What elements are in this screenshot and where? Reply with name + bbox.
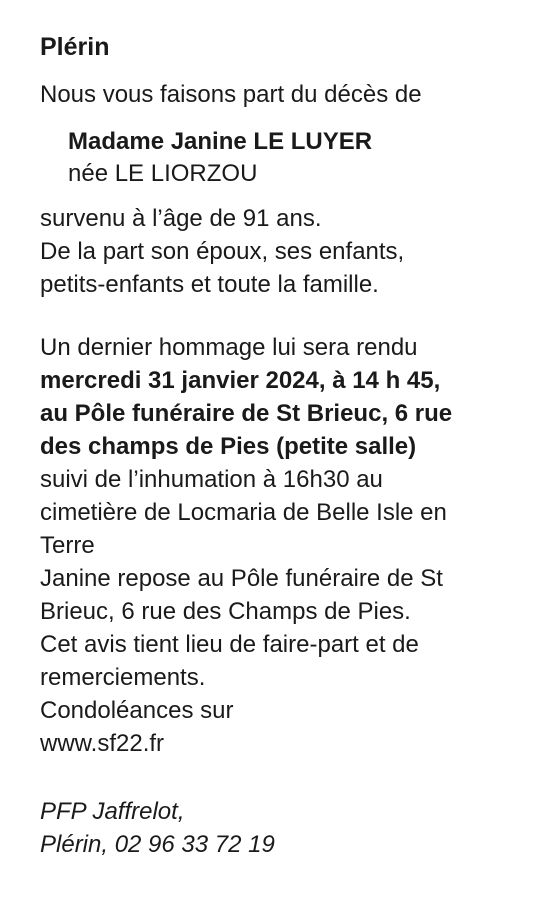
- notice-line: Cet avis tient lieu de faire-part et de: [40, 631, 419, 658]
- family-line: petits-enfants et toute la famille.: [40, 271, 379, 298]
- funeral-home-contact: Plérin, 02 96 33 72 19: [40, 831, 275, 858]
- intro-text: Nous vous faisons part du décès de: [40, 81, 422, 108]
- ceremony-detail-line: au Pôle funéraire de St Brieuc, 6 rue: [40, 400, 453, 427]
- spacer: [40, 760, 540, 795]
- deceased-birth-name: née LE LIORZOU: [68, 160, 258, 187]
- notice-line: remerciements.: [40, 664, 206, 691]
- town-heading: Plérin: [40, 33, 110, 61]
- ceremony-paragraph: [40, 331, 540, 760]
- ceremony-detail-line: mercredi 31 janvier 2024, à 14 h 45,: [40, 367, 441, 394]
- family-paragraph: [40, 202, 540, 301]
- family-line: De la part son époux, ses enfants,: [40, 238, 405, 265]
- condolences-website: www.sf22.fr: [40, 730, 165, 757]
- family-line: survenu à l’âge de 91 ans.: [40, 205, 322, 232]
- obituary-notice: [40, 30, 540, 861]
- burial-line: cimetière de Locmaria de Belle Isle en: [40, 499, 447, 526]
- rest-line: Janine repose au Pôle funéraire de St: [40, 565, 443, 592]
- spacer: [40, 301, 540, 331]
- burial-line: suivi de l’inhumation à 16h30 au: [40, 466, 383, 493]
- burial-line: Terre: [40, 532, 95, 559]
- deceased-name: Madame Janine LE LUYER: [68, 128, 373, 155]
- deceased-block: [68, 126, 540, 190]
- ceremony-intro-line: Un dernier hommage lui sera rendu: [40, 334, 418, 361]
- funeral-home-signature: [40, 795, 540, 861]
- rest-line: Brieuc, 6 rue des Champs de Pies.: [40, 598, 411, 625]
- condolences-line: Condoléances sur: [40, 697, 234, 724]
- funeral-home-name: PFP Jaffrelot,: [40, 798, 185, 825]
- ceremony-detail-line: des champs de Pies (petite salle): [40, 433, 417, 460]
